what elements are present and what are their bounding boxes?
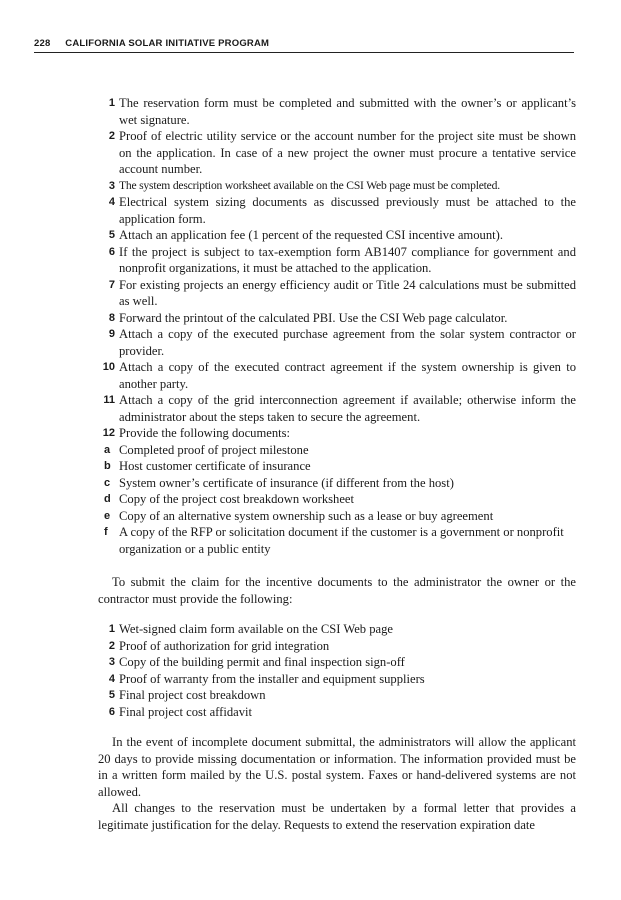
page-body <box>98 95 576 557</box>
list-item: 2 Proof of electric utility service or the account number for the project site must be shown on the application. In case of a new project the owner must procure a tentative service account number. <box>108 129 576 176</box>
list-item: 11 Attach a copy of the grid interconnection agreement if available; otherwise inform the administrator about the steps taken to secure the agreement. <box>103 393 576 424</box>
list-item: 2 Proof of authorization for grid integration <box>108 638 330 653</box>
claim-section <box>98 574 576 607</box>
sub-list-item: e Copy of an alternative system ownership such as a lease or buy agreement <box>104 508 494 523</box>
claim-intro-paragraph: To submit the claim for the incentive documents to the administrator the owner or the contractor must provide the following: <box>98 575 576 606</box>
list-item: 4 Proof of warranty from the installer and equipment suppliers <box>108 671 425 686</box>
list-item: 4 Electrical system sizing documents as discussed previously must be attached to the application form. <box>108 195 576 226</box>
list-item: 3 Copy of the building permit and final inspection sign-off <box>108 655 405 669</box>
incomplete-submittal-paragraph: In the event of incomplete document submittal, the administrators will allow the applicant 20 days to provide missing documentation or information. The information provided must be in a written form mailed by the U.S. postal system. Faxes or hand-delivered systems are not allowed. <box>98 735 576 799</box>
list-item: 3 The system description worksheet available on the CSI Web page must be completed. <box>108 178 500 192</box>
reservation-changes-paragraph: All changes to the reservation must be undertaken by a formal letter that provides a legitimate justification for the delay. Requests to extend the reservation expiration date <box>98 801 576 832</box>
list-item: 10 Attach a copy of the executed contract agreement if the system ownership is given to another party. <box>102 360 576 391</box>
sub-list-item: b Host customer certificate of insurance <box>104 459 311 473</box>
list-item: 5 Final project cost breakdown <box>108 688 266 702</box>
list-item: 5 Attach an application fee (1 percent of the requested CSI incentive amount). <box>108 228 503 242</box>
list-item: 8 Forward the printout of the calculated PBI. Use the CSI Web page calculator. <box>108 310 508 325</box>
list-item: 9 Attach a copy of the executed purchase agreement from the solar system contractor or provider. <box>108 327 576 358</box>
list-item: 7 For existing projects an energy efficiency audit or Title 24 calculations must be submitted as well. <box>108 277 576 308</box>
list-item: 1 The reservation form must be completed and submitted with the owner’s or applicant’s wet signature. <box>108 96 576 127</box>
running-header <box>34 38 574 53</box>
running-title: CALIFORNIA SOLAR INITIATIVE PROGRAM <box>65 38 270 49</box>
sub-list-item: d Copy of the project cost breakdown worksheet <box>104 492 355 506</box>
list-item: 12 Provide the following documents: <box>102 426 291 440</box>
sub-list-item: a Completed proof of project milestone <box>104 442 309 457</box>
requirements-list <box>98 95 576 557</box>
page-number: 228 <box>34 38 51 49</box>
list-item: 1 Wet-signed claim form available on the CSI Web page <box>108 622 394 636</box>
closing-section <box>98 734 576 833</box>
sub-list-item: f A copy of the RFP or solicitation document if the customer is a government or nonprofit organization or a public entity <box>104 525 564 556</box>
list-item: 6 If the project is subject to tax-exemption form AB1407 compliance for government and nonprofit organizations, it must be attached to the application. <box>108 244 576 275</box>
claim-list <box>98 621 576 720</box>
list-item: 6 Final project cost affidavit <box>108 704 253 719</box>
sub-list-item: c System owner’s certificate of insurance (if different from the host) <box>104 475 454 490</box>
